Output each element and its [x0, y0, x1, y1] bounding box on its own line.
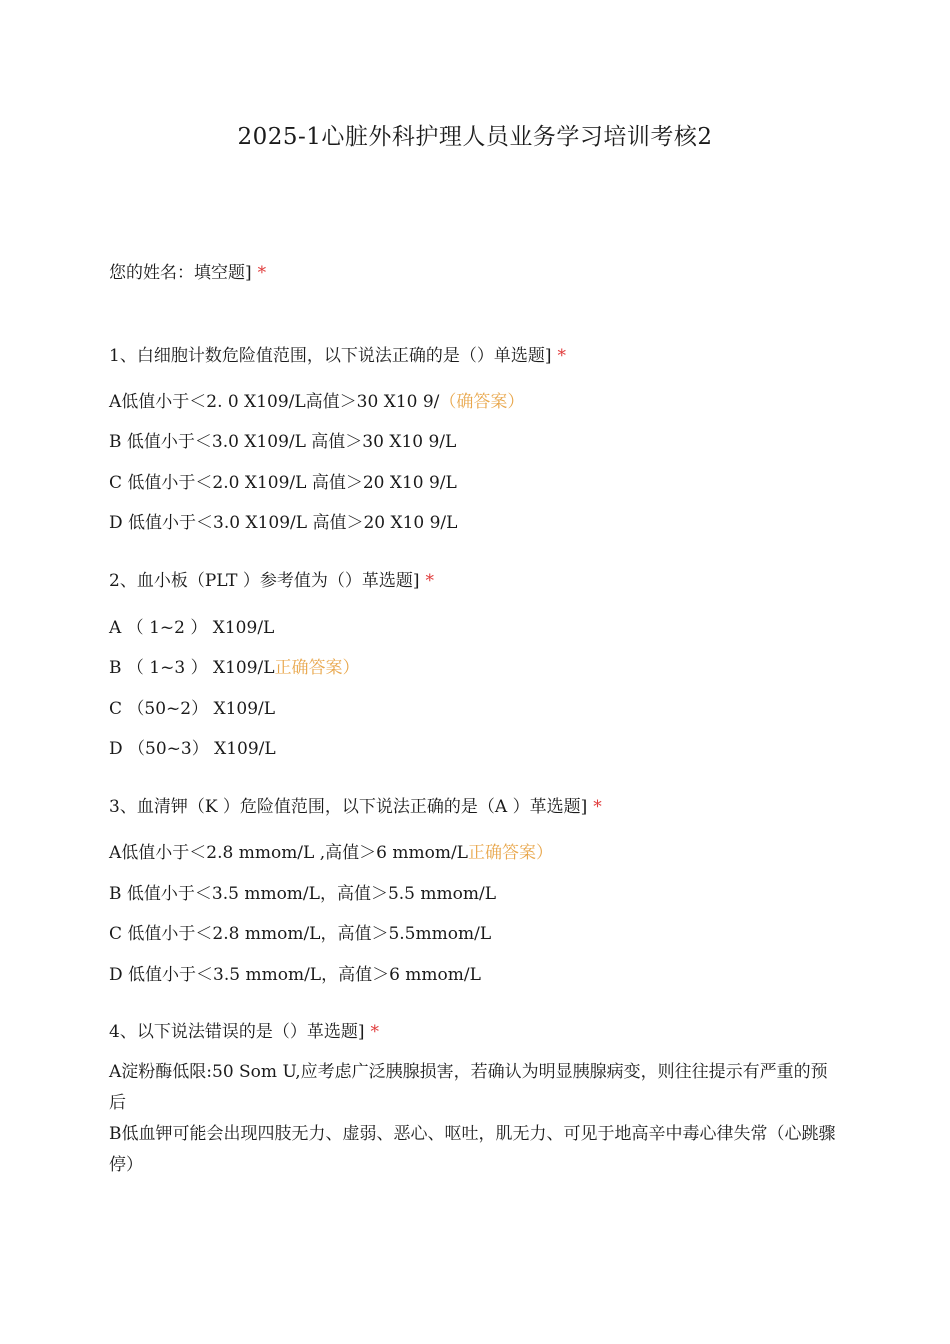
- option-item: B低血钾可能会出现四肢无力、虚弱、恶心、呕吐，肌无力、可见于地高辛中毒心律失常（心跳骤停）: [109, 1124, 836, 1175]
- option-item: B （ 1~3 ） X109/L正确答案）: [109, 658, 360, 678]
- name-field-label: 您的姓名：填空题] *: [109, 263, 267, 283]
- required-mark: *: [370, 1022, 379, 1042]
- answer-mark: 正确答案）: [467, 843, 553, 863]
- required-mark: *: [425, 571, 435, 591]
- option-item: A淀粉酶低限:50 Som U,应考虑广泛胰腺损害，若确认为明显胰腺病变，则往往提示有严重的预后: [109, 1062, 828, 1113]
- option-item: D 低值小于＜3.0 X109/L 高值＞20 X10 9/L: [109, 513, 458, 533]
- required-mark: *: [557, 346, 566, 366]
- question-stem: 1、白细胞计数危险值范围，以下说法正确的是（）单选题] *: [109, 346, 566, 366]
- page-title: 2025-1心脏外科护理人员业务学习培训考核2: [237, 124, 713, 150]
- option-item: C 低值小于＜2.8 mmom/L，高值＞5.5mmom/L: [109, 924, 492, 944]
- option-item: A低值小于＜2.8 mmom/L ,高值＞6 mmom/L正确答案）: [109, 843, 553, 863]
- question-stem: 4、以下说法错误的是（）革选题] *: [109, 1022, 379, 1042]
- option-item: A低值小于＜2. 0 X109/L高值＞30 X10 9/（确答案）: [109, 392, 525, 412]
- option-item: B 低值小于＜3.0 X109/L 高值＞30 X10 9/L: [109, 432, 457, 452]
- question-stem: 2、血小板（PLT ）参考值为（）革选题] *: [109, 571, 435, 591]
- question-stem: 3、血清钾（K ）危险值范围，以下说法正确的是（A ）革选题] *: [109, 797, 602, 817]
- answer-mark: （确答案）: [439, 392, 525, 412]
- option-item: C 低值小于＜2.0 X109/L 高值＞20 X10 9/L: [109, 473, 457, 493]
- option-item: D （50~3） X109/L: [109, 739, 276, 759]
- option-item: A （ 1~2 ） X109/L: [109, 618, 275, 638]
- answer-mark: 正确答案）: [274, 658, 360, 678]
- required-mark: *: [257, 263, 267, 283]
- option-item: D 低值小于＜3.5 mmom/L，高值＞6 mmom/L: [109, 965, 481, 985]
- option-item: C （50~2） X109/L: [109, 699, 276, 719]
- required-mark: *: [593, 797, 602, 817]
- option-item: B 低值小于＜3.5 mmom/L，高值＞5.5 mmom/L: [109, 884, 496, 904]
